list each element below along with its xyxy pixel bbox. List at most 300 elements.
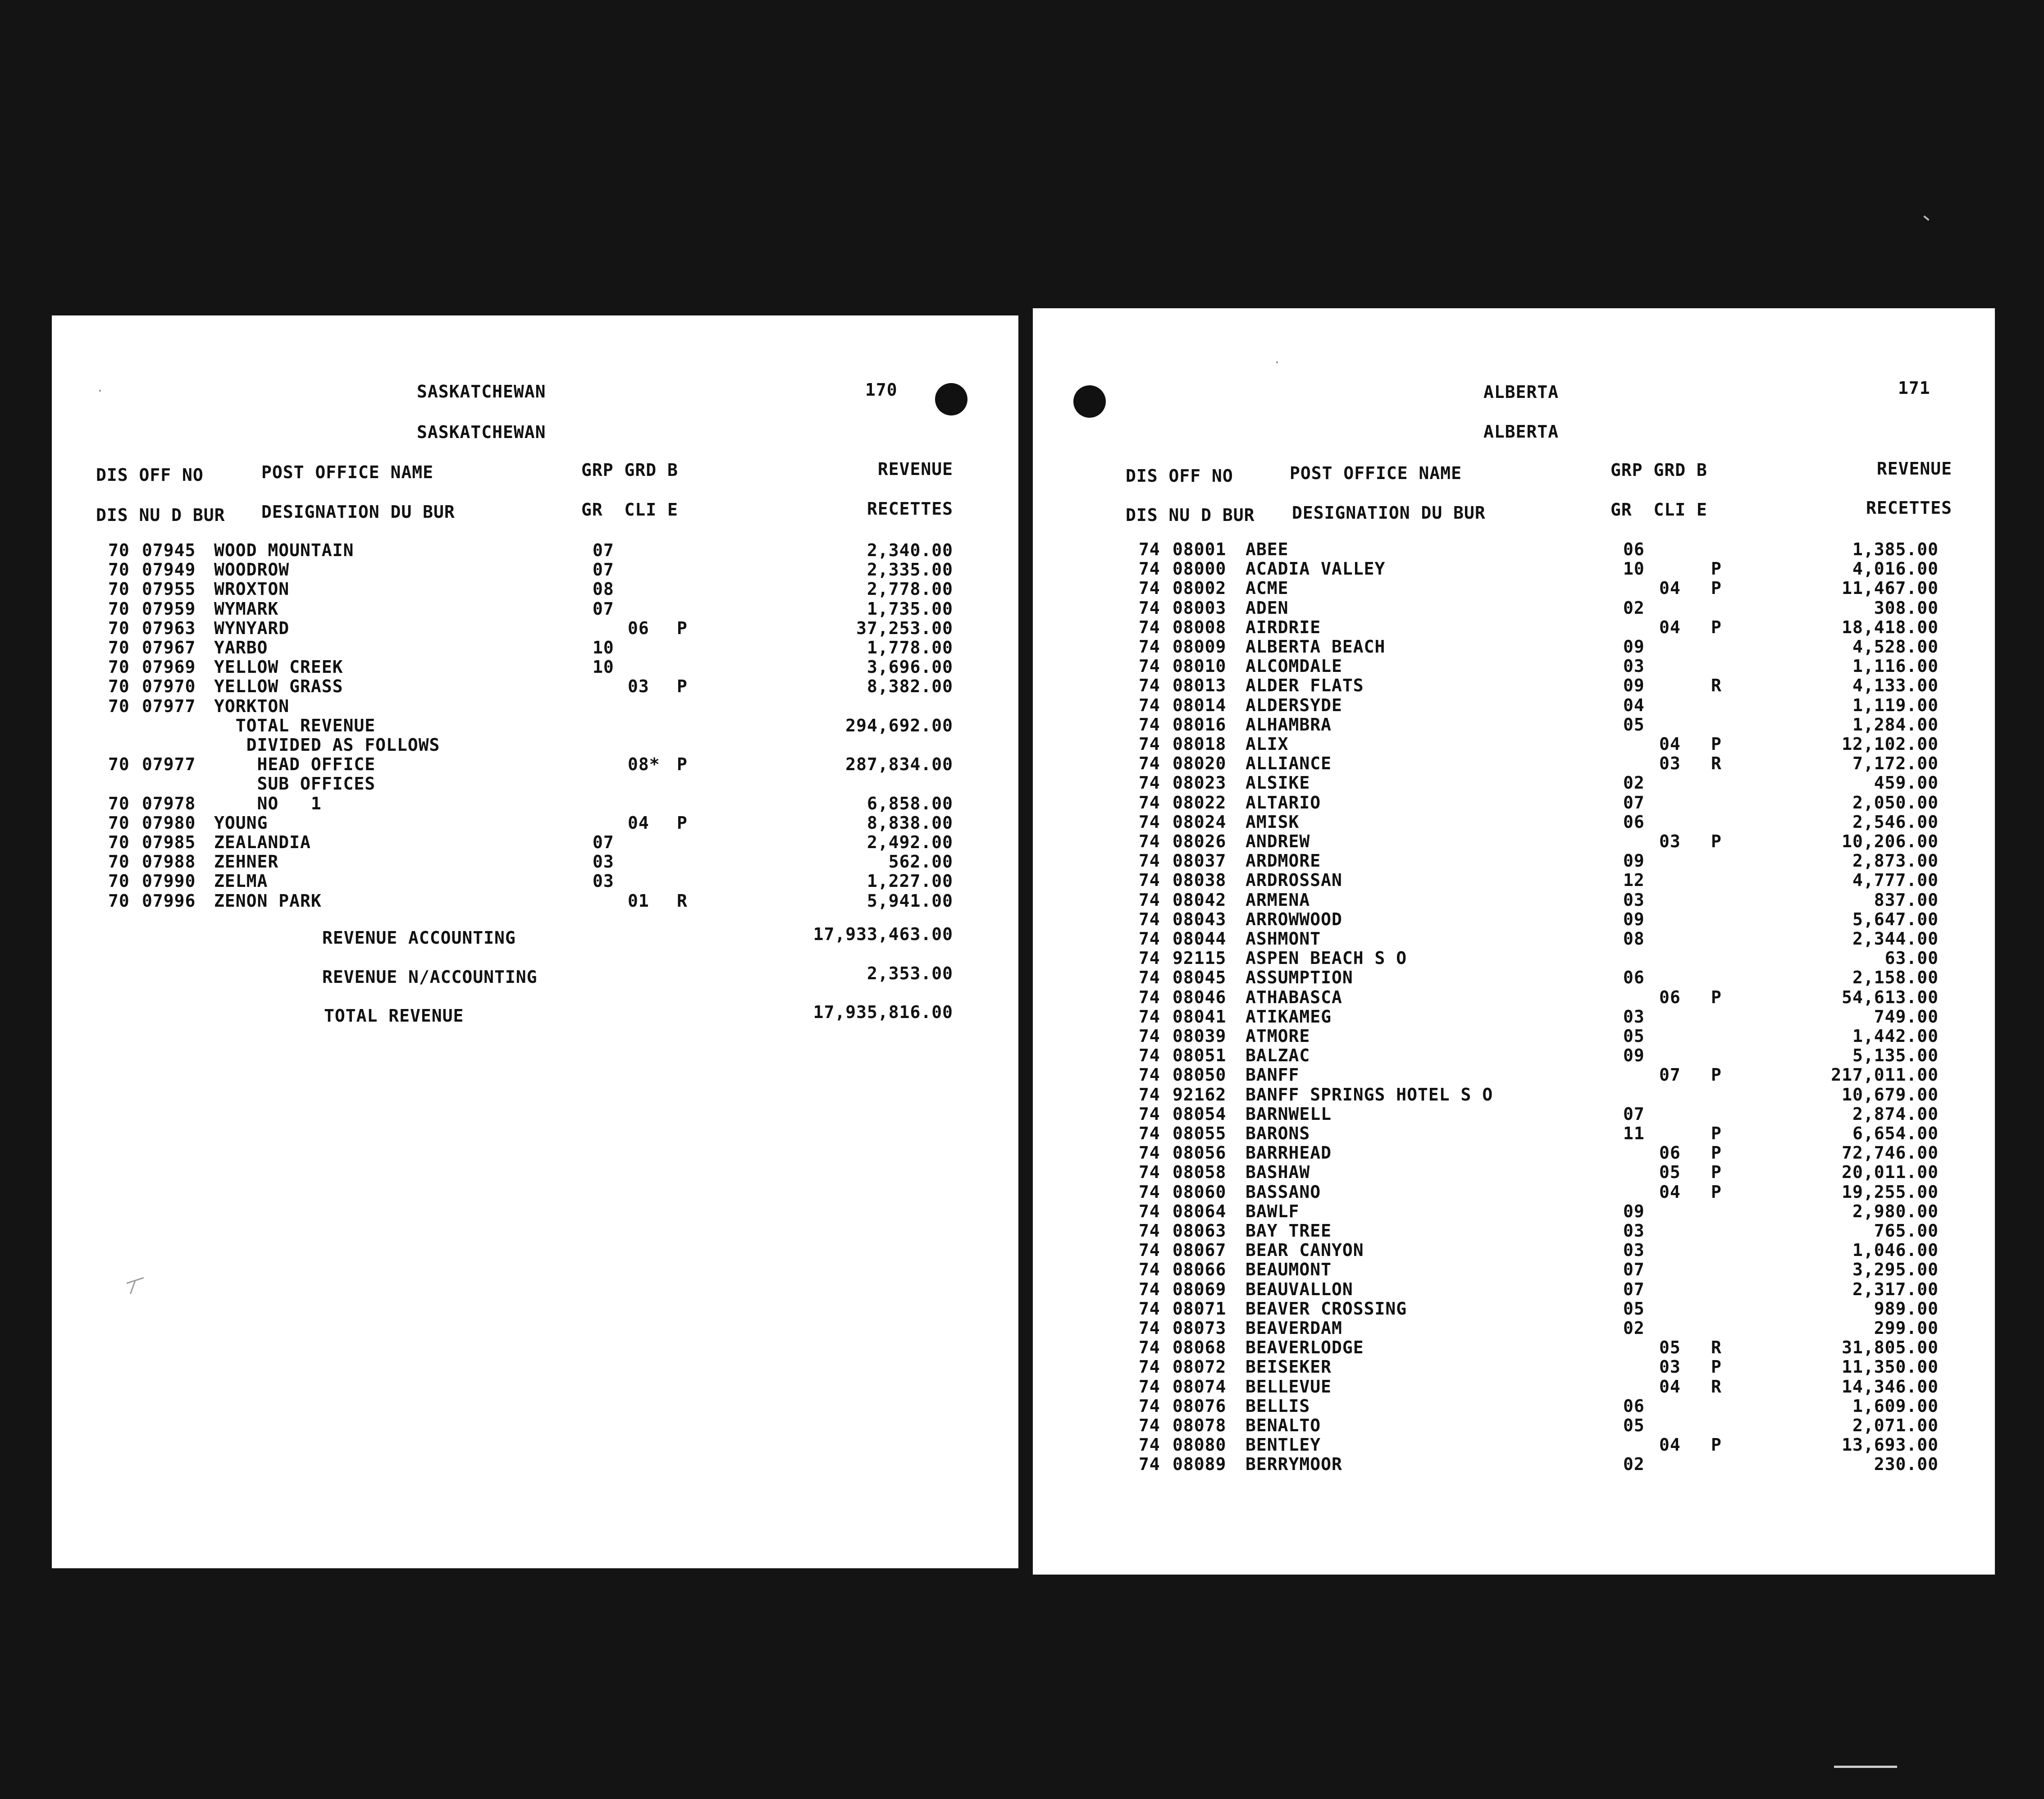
group-code: 03 — [1623, 1240, 1645, 1260]
table-row — [52, 697, 1018, 716]
district-number: 74 — [1139, 1182, 1160, 1202]
revenue-value: 1,116.00 — [1852, 656, 1939, 676]
group-code: 08 — [593, 579, 614, 599]
post-office-name: ARDMORE — [1246, 851, 1321, 871]
post-office-name: ARROWWOOD — [1246, 909, 1342, 929]
office-number: 08000 — [1173, 559, 1227, 579]
col-header-name: POST OFFICE NAME — [1290, 463, 1462, 483]
table-row — [1033, 676, 1995, 695]
district-number: 74 — [1139, 1221, 1160, 1241]
pen-mark — [130, 1281, 136, 1294]
group-code: 09 — [1623, 909, 1645, 929]
office-number: 08089 — [1173, 1454, 1227, 1475]
district-number: 74 — [1139, 1240, 1160, 1260]
office-number: 08073 — [1173, 1318, 1227, 1338]
district-number: 74 — [1139, 1338, 1160, 1358]
office-number: 92162 — [1173, 1084, 1227, 1105]
post-office-name: ALHAMBRA — [1246, 714, 1332, 735]
table-row — [1033, 696, 1995, 715]
group-code: 07 — [593, 832, 614, 852]
post-office-name: BEAUVALLON — [1246, 1279, 1353, 1299]
table-row — [1033, 1124, 1995, 1143]
table-row — [1033, 1105, 1995, 1124]
district-number: 74 — [1139, 598, 1160, 618]
revenue-value: 4,016.00 — [1852, 559, 1939, 579]
group-code: 03 — [1623, 890, 1645, 910]
revenue-value: 10,679.00 — [1842, 1084, 1939, 1105]
table-row — [52, 716, 1018, 735]
post-office-name: AMISK — [1246, 812, 1300, 832]
revenue-value: 18,418.00 — [1842, 617, 1939, 637]
group-code: 05 — [1623, 1298, 1645, 1319]
table-row — [1033, 1338, 1995, 1357]
office-number: 08076 — [1173, 1396, 1227, 1416]
punch-hole — [935, 383, 967, 416]
district-number: 74 — [1139, 1435, 1160, 1455]
group-code: 07 — [593, 540, 614, 560]
table-row — [1033, 910, 1995, 929]
group-code: 07 — [1623, 1279, 1645, 1299]
revenue-value: 837.00 — [1874, 890, 1939, 910]
post-office-name: BAY TREE — [1246, 1221, 1332, 1241]
b-code: P — [1711, 831, 1722, 851]
post-office-name: BEAUMONT — [1246, 1260, 1332, 1280]
grade-code: 08* — [628, 754, 660, 775]
district-number: 70 — [108, 579, 130, 599]
page-heading: SASKATCHEWAN — [417, 382, 546, 402]
district-number: 70 — [108, 871, 130, 891]
revenue-value: 2,071.00 — [1852, 1415, 1939, 1435]
post-office-name: YOUNG — [214, 813, 268, 833]
district-number: 74 — [1139, 656, 1160, 676]
post-office-name: BASSANO — [1246, 1182, 1321, 1202]
office-number: 08067 — [1173, 1240, 1227, 1260]
table-row — [52, 658, 1018, 677]
district-number: 74 — [1139, 539, 1160, 559]
table-row — [1033, 715, 1995, 735]
page-number: 170 — [865, 380, 898, 400]
revenue-value: 4,528.00 — [1852, 637, 1939, 657]
b-code: P — [677, 676, 688, 697]
table-row — [1033, 793, 1995, 813]
grade-code: 07 — [1659, 1065, 1681, 1085]
group-code: 03 — [593, 871, 614, 891]
summary-value: 17,933,463.00 — [813, 924, 953, 944]
district-number: 74 — [1139, 773, 1160, 793]
office-number: 08078 — [1173, 1415, 1227, 1435]
office-number: 08039 — [1173, 1026, 1227, 1046]
office-number: 08018 — [1173, 734, 1227, 754]
summary-value: 17,935,816.00 — [813, 1002, 953, 1022]
revenue-value: 19,255.00 — [1842, 1182, 1939, 1202]
b-code: P — [1711, 1162, 1722, 1183]
revenue-value: 37,253.00 — [856, 618, 953, 638]
group-code: 07 — [1623, 1104, 1645, 1124]
office-number: 08069 — [1173, 1279, 1227, 1299]
table-row — [52, 794, 1018, 813]
district-number: 74 — [1139, 1026, 1160, 1046]
office-number: 08041 — [1173, 1006, 1227, 1027]
district-number: 74 — [1139, 1376, 1160, 1397]
post-office-name: ALDERSYDE — [1246, 695, 1342, 715]
post-office-name: ATIKAMEG — [1246, 1006, 1332, 1027]
b-code: P — [1711, 734, 1722, 754]
district-number: 74 — [1139, 909, 1160, 929]
grade-code: 03 — [1659, 753, 1681, 774]
office-number: 08063 — [1173, 1221, 1227, 1241]
table-row — [52, 774, 1018, 794]
post-office-name: YELLOW GRASS — [214, 676, 343, 697]
district-number: 74 — [1139, 559, 1160, 579]
post-office-name: BANFF — [1246, 1065, 1300, 1085]
table-row — [1033, 1435, 1995, 1455]
district-number: 74 — [1139, 637, 1160, 657]
district-number: 74 — [1139, 1046, 1160, 1066]
post-office-name: ALCOMDALE — [1246, 656, 1342, 676]
post-office-name: ATHABASCA — [1246, 987, 1342, 1007]
revenue-value: 7,172.00 — [1852, 753, 1939, 774]
revenue-value: 1,284.00 — [1852, 714, 1939, 735]
table-row — [1033, 1085, 1995, 1105]
table-row — [1033, 949, 1995, 968]
b-code: P — [1711, 1065, 1722, 1085]
office-number: 08056 — [1173, 1143, 1227, 1163]
b-code: P — [1711, 1182, 1722, 1202]
district-number: 70 — [108, 676, 130, 697]
post-office-name: WOODROW — [214, 560, 290, 580]
revenue-value: 1,735.00 — [867, 598, 953, 619]
revenue-value: 1,778.00 — [867, 638, 953, 658]
group-code: 05 — [1623, 1026, 1645, 1046]
table-row — [1033, 988, 1995, 1007]
post-office-name: BEAVERLODGE — [1246, 1338, 1364, 1358]
revenue-value: 13,693.00 — [1842, 1435, 1939, 1455]
post-office-name: BAWLF — [1246, 1201, 1300, 1221]
revenue-value: 2,340.00 — [867, 540, 953, 560]
district-number: 70 — [108, 754, 130, 775]
summary-label: REVENUE N/ACCOUNTING — [322, 967, 538, 987]
group-code: 02 — [1623, 598, 1645, 618]
district-number: 74 — [1139, 792, 1160, 813]
table-row — [52, 852, 1018, 872]
post-office-name: AIRDRIE — [1246, 617, 1321, 637]
post-office-name: WYNYARD — [214, 618, 290, 638]
post-office-name: BEISEKER — [1246, 1357, 1332, 1377]
office-number: 07978 — [142, 793, 196, 813]
district-number: 74 — [1139, 1065, 1160, 1085]
district-number: 74 — [1139, 1143, 1160, 1163]
district-number: 74 — [1139, 1162, 1160, 1183]
district-number: 74 — [1139, 734, 1160, 754]
post-office-name: WROXTON — [214, 579, 290, 599]
post-office-name: BEAVERDAM — [1246, 1318, 1342, 1338]
table-row — [1033, 1260, 1995, 1279]
post-office-name: ARDROSSAN — [1246, 870, 1342, 890]
group-code: 05 — [1623, 1415, 1645, 1435]
revenue-value: 459.00 — [1874, 773, 1939, 793]
table-row — [52, 541, 1018, 560]
table-row — [52, 735, 1018, 755]
district-number: 70 — [108, 696, 130, 716]
punch-hole — [1073, 385, 1106, 418]
district-number: 70 — [108, 638, 130, 658]
group-code: 10 — [593, 657, 614, 677]
summary-label: TOTAL REVENUE — [324, 1006, 464, 1026]
post-office-name: ANDREW — [1246, 831, 1310, 851]
table-row — [1033, 1027, 1995, 1046]
district-number: 74 — [1139, 812, 1160, 832]
post-office-name: BEAR CANYON — [1246, 1240, 1364, 1260]
office-number: 08014 — [1173, 695, 1227, 715]
post-office-name: SUB OFFICES — [214, 774, 376, 794]
office-number: 07969 — [142, 657, 196, 677]
office-number: 08001 — [1173, 539, 1227, 559]
grade-code: 03 — [1659, 831, 1681, 851]
grade-code: 06 — [1659, 987, 1681, 1007]
office-number: 07977 — [142, 754, 196, 775]
revenue-value: 1,609.00 — [1852, 1396, 1939, 1416]
table-row — [1033, 579, 1995, 598]
table-row — [52, 813, 1018, 833]
district-number: 74 — [1139, 1006, 1160, 1027]
revenue-value: 63.00 — [1884, 948, 1939, 968]
post-office-name: WYMARK — [214, 598, 279, 619]
office-number: 07985 — [142, 832, 196, 852]
table-row — [1033, 968, 1995, 987]
grade-code: 04 — [628, 813, 649, 833]
b-code: P — [1711, 1435, 1722, 1455]
table-row — [1033, 754, 1995, 773]
table-row — [1033, 1183, 1995, 1202]
post-office-name: BELLEVUE — [1246, 1376, 1332, 1397]
revenue-value: 562.00 — [888, 852, 953, 872]
b-code: P — [1711, 559, 1722, 579]
office-number: 08037 — [1173, 851, 1227, 871]
revenue-value: 11,467.00 — [1842, 578, 1939, 598]
office-number: 08002 — [1173, 578, 1227, 598]
pen-mark — [127, 1277, 144, 1284]
office-number: 07980 — [142, 813, 196, 833]
table-row — [52, 833, 1018, 852]
revenue-value: 1,442.00 — [1852, 1026, 1939, 1046]
b-code: P — [1711, 578, 1722, 598]
group-code: 03 — [1623, 1006, 1645, 1027]
district-number: 70 — [108, 890, 130, 911]
table-row — [52, 755, 1018, 774]
revenue-value: 287,834.00 — [845, 754, 953, 775]
revenue-value: 12,102.00 — [1842, 734, 1939, 754]
table-row — [1033, 1163, 1995, 1182]
group-code: 05 — [1623, 714, 1645, 735]
group-code: 07 — [1623, 1260, 1645, 1280]
revenue-value: 1,385.00 — [1852, 539, 1939, 559]
district-number: 74 — [1139, 714, 1160, 735]
post-office-name: BARONS — [1246, 1123, 1310, 1143]
revenue-value: 2,873.00 — [1852, 851, 1939, 871]
office-number: 07990 — [142, 871, 196, 891]
group-code: 06 — [1623, 539, 1645, 559]
col-header-revenue: REVENUE — [877, 459, 953, 479]
paper-speck — [1276, 361, 1278, 363]
revenue-value: 308.00 — [1874, 598, 1939, 618]
b-code: P — [1711, 1357, 1722, 1377]
revenue-value: 989.00 — [1874, 1298, 1939, 1319]
revenue-value: 2,317.00 — [1852, 1279, 1939, 1299]
post-office-name: ABEE — [1246, 539, 1289, 559]
post-office-name: ATMORE — [1246, 1026, 1310, 1046]
group-code: 09 — [1623, 1201, 1645, 1221]
post-office-name: ZENON PARK — [214, 890, 322, 911]
table-row — [1033, 1319, 1995, 1338]
district-number: 74 — [1139, 1084, 1160, 1105]
table-row — [1033, 559, 1995, 579]
district-number: 74 — [1139, 1201, 1160, 1221]
office-number: 08016 — [1173, 714, 1227, 735]
table-row — [52, 677, 1018, 696]
post-office-name: ACME — [1246, 578, 1289, 598]
grade-code: 06 — [1659, 1143, 1681, 1163]
post-office-name: ALSIKE — [1246, 773, 1310, 793]
grade-code: 05 — [1659, 1338, 1681, 1358]
table-row — [1033, 1221, 1995, 1241]
revenue-value: 2,546.00 — [1852, 812, 1939, 832]
revenue-value: 294,692.00 — [845, 715, 953, 735]
table-row — [1033, 890, 1995, 910]
table-row — [1033, 871, 1995, 890]
table-row — [52, 891, 1018, 911]
group-code: 02 — [1623, 773, 1645, 793]
revenue-value: 6,654.00 — [1852, 1123, 1939, 1143]
district-number: 74 — [1139, 870, 1160, 890]
office-number: 08072 — [1173, 1357, 1227, 1377]
district-number: 70 — [108, 540, 130, 560]
post-office-name: ARMENA — [1246, 890, 1310, 910]
table-row — [1033, 1143, 1995, 1163]
revenue-value: 4,133.00 — [1852, 676, 1939, 696]
group-code: 06 — [1623, 812, 1645, 832]
b-code: R — [677, 890, 688, 911]
post-office-name: BALZAC — [1246, 1046, 1310, 1066]
office-number: 07996 — [142, 890, 196, 911]
table-row — [1033, 598, 1995, 618]
b-code: P — [677, 813, 688, 833]
office-number: 08068 — [1173, 1338, 1227, 1358]
group-code: 09 — [1623, 676, 1645, 696]
post-office-name: ASPEN BEACH S O — [1246, 948, 1407, 968]
group-code: 04 — [1623, 695, 1645, 715]
table-row — [52, 638, 1018, 658]
group-code: 08 — [1623, 929, 1645, 949]
b-code: P — [1711, 1123, 1722, 1143]
table-row — [1033, 1241, 1995, 1260]
revenue-value: 2,344.00 — [1852, 929, 1939, 949]
post-office-name: ALLIANCE — [1246, 753, 1332, 774]
page-number: 171 — [1898, 378, 1930, 398]
district-number: 74 — [1139, 1104, 1160, 1124]
district-number: 74 — [1139, 617, 1160, 637]
revenue-value: 2,874.00 — [1852, 1104, 1939, 1124]
post-office-name: ACADIA VALLEY — [1246, 559, 1386, 579]
district-number: 74 — [1139, 753, 1160, 774]
office-number: 08050 — [1173, 1065, 1227, 1085]
table-row — [1033, 813, 1995, 832]
office-number: 08045 — [1173, 968, 1227, 988]
left-page — [52, 315, 1018, 1568]
revenue-value: 72,746.00 — [1842, 1143, 1939, 1163]
district-number: 70 — [108, 832, 130, 852]
grade-code: 05 — [1659, 1162, 1681, 1183]
table-row — [1033, 1455, 1995, 1474]
b-code: P — [677, 754, 688, 775]
office-number: 07967 — [142, 638, 196, 658]
district-number: 74 — [1139, 1279, 1160, 1299]
col-header-dis-off: DIS OFF NO — [1126, 466, 1233, 486]
group-code: 06 — [1623, 968, 1645, 988]
district-number: 74 — [1139, 948, 1160, 968]
col-header-name: POST OFFICE NAME — [261, 462, 434, 482]
col-header-name-fr: DESIGNATION DU BUR — [261, 502, 455, 522]
office-number: 07959 — [142, 598, 196, 619]
revenue-value: 299.00 — [1874, 1318, 1939, 1338]
page-heading-fr: ALBERTA — [1483, 422, 1559, 442]
b-code: R — [1711, 676, 1722, 696]
table-row — [1033, 851, 1995, 871]
revenue-value: 10,206.00 — [1842, 831, 1939, 851]
district-number: 74 — [1139, 578, 1160, 598]
revenue-value: 8,838.00 — [867, 813, 953, 833]
district-number: 70 — [108, 813, 130, 833]
post-office-name: BANFF SPRINGS HOTEL S O — [1246, 1084, 1493, 1105]
office-number: 08055 — [1173, 1123, 1227, 1143]
col-header-grp-grd-b-fr: GR CLI E — [1611, 500, 1707, 520]
revenue-value: 6,858.00 — [867, 793, 953, 813]
post-office-name: BERRYMOOR — [1246, 1454, 1342, 1475]
revenue-value: 5,135.00 — [1852, 1046, 1939, 1066]
b-code: R — [1711, 1376, 1722, 1397]
col-header-dis-off-fr: DIS NU D BUR — [96, 505, 225, 525]
district-number: 74 — [1139, 1415, 1160, 1435]
revenue-value: 2,778.00 — [867, 579, 953, 599]
post-office-name: BEAVER CROSSING — [1246, 1298, 1407, 1319]
post-office-name: ADEN — [1246, 598, 1289, 618]
grade-code: 04 — [1659, 1435, 1681, 1455]
table-row — [1033, 637, 1995, 657]
grade-code: 03 — [628, 676, 649, 697]
office-number: 08020 — [1173, 753, 1227, 774]
office-number: 08066 — [1173, 1260, 1227, 1280]
table-row — [52, 599, 1018, 619]
table-row — [1033, 540, 1995, 559]
office-number: 07970 — [142, 676, 196, 697]
col-header-revenue: REVENUE — [1876, 459, 1952, 479]
district-number: 74 — [1139, 929, 1160, 949]
post-office-name: ALDER FLATS — [1246, 676, 1364, 696]
revenue-value: 54,613.00 — [1842, 987, 1939, 1007]
post-office-name: YARBO — [214, 638, 268, 658]
summary-value: 2,353.00 — [867, 963, 953, 983]
office-number: 08043 — [1173, 909, 1227, 929]
revenue-value: 3,696.00 — [867, 657, 953, 677]
office-number: 08060 — [1173, 1182, 1227, 1202]
b-code: P — [1711, 987, 1722, 1007]
district-number: 74 — [1139, 987, 1160, 1007]
group-code: 02 — [1623, 1454, 1645, 1475]
district-number: 70 — [108, 618, 130, 638]
table-row — [1033, 1065, 1995, 1085]
district-number: 74 — [1139, 1123, 1160, 1143]
b-code: P — [677, 618, 688, 638]
district-number: 74 — [1139, 1454, 1160, 1475]
